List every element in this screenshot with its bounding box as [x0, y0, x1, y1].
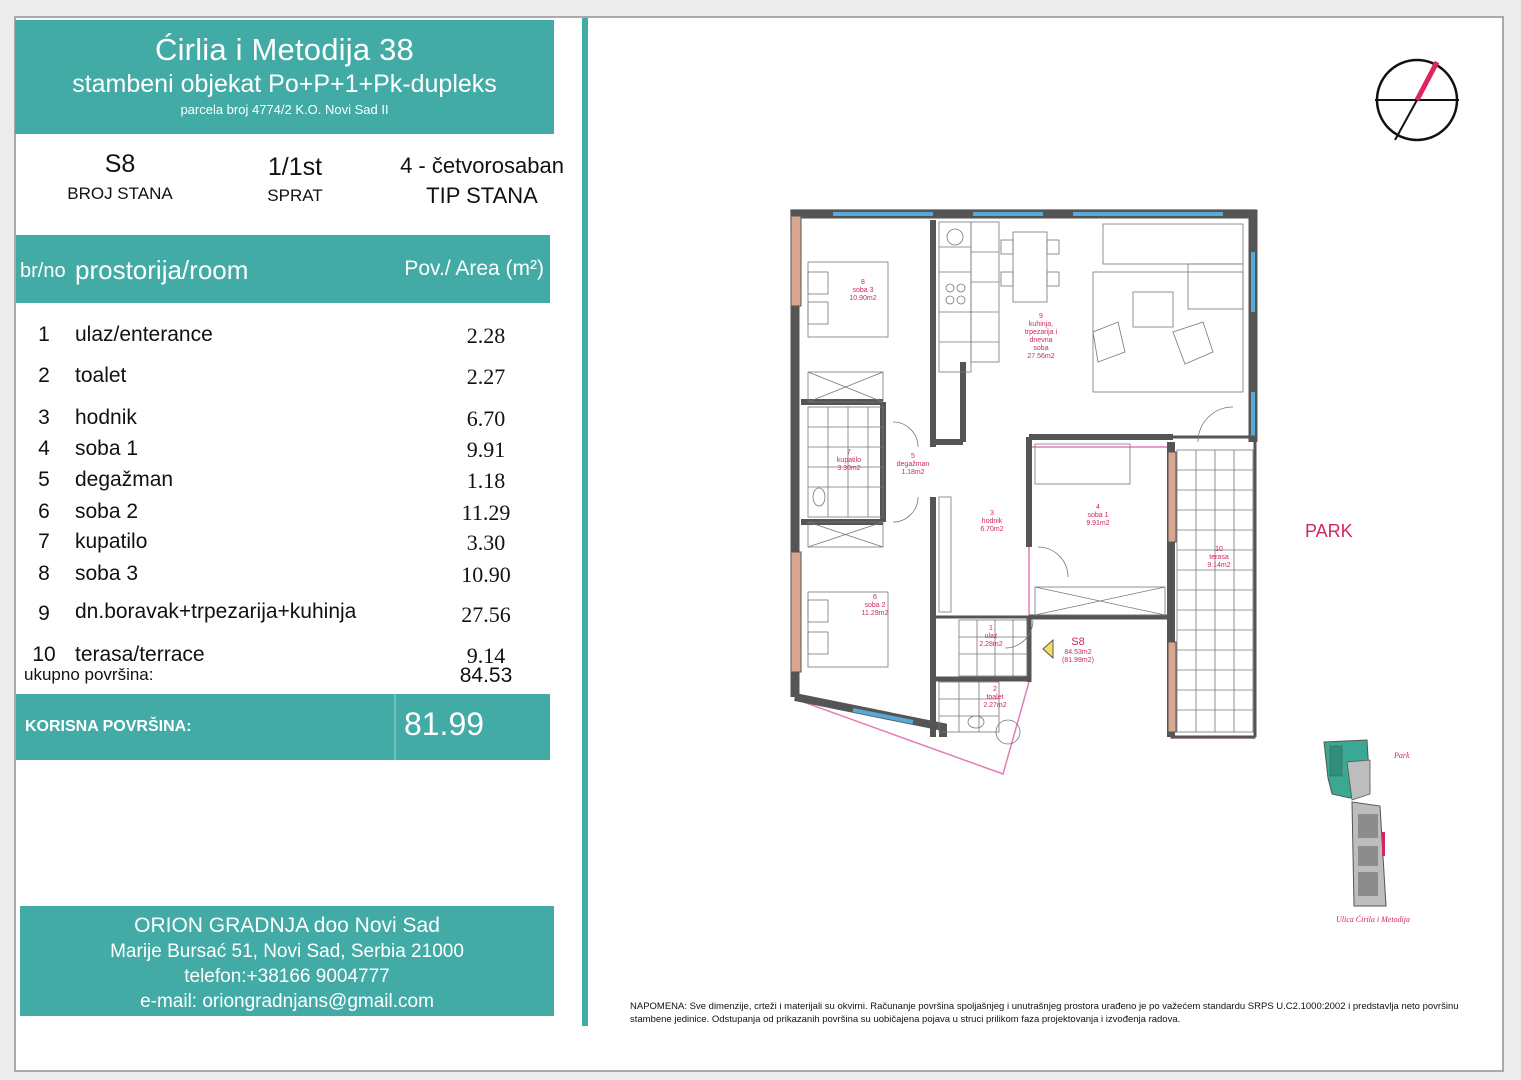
- room-label-9: 9 kuhinja, trpezarija i dnevna soba 27.56m2: [1024, 313, 1058, 360]
- room-label-8: 8 soba 3 10.90m2: [849, 279, 877, 302]
- parcel-info: parcela broj 4774/2 K.O. Novi Sad II: [180, 102, 389, 117]
- row-number: 6: [38, 500, 50, 523]
- room-label-6: 6 soba 2 11.29m2: [861, 594, 889, 617]
- usable-area-box: [16, 694, 550, 760]
- room-label-4: 4 soba 1 9.91m2: [1086, 504, 1110, 527]
- site-park-label: Park: [1394, 751, 1410, 760]
- site-map: [1302, 722, 1432, 932]
- room-label-5: 5 degažman 1.18m2: [896, 453, 930, 476]
- unit-type-label: TIP STANA: [426, 183, 538, 208]
- row-area: 3.30: [466, 530, 506, 555]
- row-number: 7: [38, 530, 50, 553]
- floor-info: [215, 153, 375, 206]
- park-label: PARK: [1305, 521, 1353, 541]
- row-area: 6.70: [466, 406, 506, 431]
- unit-type-value: 4 - četvorosaban: [400, 153, 564, 178]
- unit-info-row: [15, 134, 564, 234]
- row-area: 1.18: [466, 468, 506, 493]
- row-area: 9.14: [466, 643, 506, 668]
- usable-area-label: KORISNA POVRŠINA:: [25, 718, 192, 735]
- floor-value: 1/1st: [267, 153, 323, 181]
- row-number: 2: [38, 364, 50, 387]
- site-street-label: Ulica Ćirila i Metodija: [1336, 915, 1410, 924]
- room-label-7: 7 kupatilo 3.30m2: [836, 449, 862, 472]
- row-room-name: soba 2: [75, 500, 139, 523]
- table-row: [16, 562, 550, 592]
- row-room-name: soba 3: [75, 562, 139, 585]
- row-number: 3: [38, 406, 50, 429]
- company-phone: telefon:+38166 9004777: [184, 966, 390, 987]
- company-address: Marije Bursać 51, Novi Sad, Serbia 21000: [110, 941, 464, 962]
- table-row: [16, 500, 550, 530]
- col-area-header: Pov./ Area (m²): [404, 257, 544, 280]
- total-area-label: ukupno površina:: [24, 665, 154, 684]
- title-box: [15, 20, 554, 134]
- unit-label-s8: S8 84.53m2 (81.99m2): [1062, 636, 1094, 664]
- usable-area-value: 81.99: [403, 706, 485, 742]
- row-number: 8: [38, 562, 50, 585]
- table-row: [16, 437, 550, 467]
- table-row: [16, 602, 550, 632]
- row-area: 11.29: [461, 500, 511, 525]
- vertical-divider: [582, 18, 588, 1026]
- row-number: 9: [38, 602, 50, 625]
- row-room-name: soba 1: [75, 437, 139, 460]
- row-number: 4: [38, 437, 50, 460]
- room-label-3: 3 hodnik 6.70m2: [980, 510, 1004, 533]
- unit-number-label: BROJ STANA: [67, 184, 173, 203]
- row-room-name: hodnik: [75, 406, 137, 429]
- disclaimer-note: NAPOMENA: Sve dimenzije, crteži i materijali su okvirni. Računanje površina spoljašnjeg i unutrašnjeg prostora urađeno je po važećem standardu SRPS U.C2.1000:2002 i predstavlja neto površinu stambene jedinice. Odstupanja od prikazanih površina su uobičajena pojava u struci prilikom faza projektovanja i izvođenja radova.: [630, 1001, 1459, 1025]
- room-label-10: 10 terasa 9.14m2: [1207, 546, 1231, 569]
- row-number: 1: [38, 323, 50, 346]
- total-area-value: 84.53: [459, 664, 513, 687]
- row-room-name: dn.boravak+trpezarija+kuhinja: [75, 600, 357, 623]
- table-row: [16, 323, 550, 353]
- table-row: [16, 468, 550, 498]
- row-number: 5: [38, 468, 50, 491]
- company-name: ORION GRADNJA doo Novi Sad: [134, 914, 440, 937]
- row-number: 10: [32, 643, 56, 666]
- row-area: 9.91: [466, 437, 506, 462]
- row-room-name: terasa/terrace: [75, 643, 205, 666]
- row-area: 2.27: [466, 364, 506, 389]
- building-subtitle: stambeni objekat Po+P+1+Pk-dupleks: [72, 70, 497, 98]
- company-email: e-mail: oriongradnjans@gmail.com: [140, 991, 434, 1012]
- unit-type: [387, 153, 577, 209]
- company-box: [20, 906, 554, 1016]
- row-area: 2.28: [466, 323, 506, 348]
- compass-icon: [1357, 45, 1477, 155]
- table-row: [16, 530, 550, 560]
- row-room-name: degažman: [75, 468, 174, 491]
- row-area: 10.90: [461, 562, 511, 587]
- table-row: [16, 364, 550, 394]
- unit-number: [35, 150, 205, 204]
- floor-plan: [773, 192, 1273, 777]
- table-row: [16, 406, 550, 436]
- row-room-name: ulaz/enterance: [75, 323, 213, 346]
- col-number-header: br/no: [20, 260, 66, 282]
- row-room-name: toalet: [75, 364, 127, 387]
- row-area: 27.56: [461, 602, 511, 627]
- room-label-1: 1 ulaz 2.28m2: [979, 625, 1003, 648]
- room-label-2: 2 toalet 2.27m2: [983, 686, 1007, 709]
- building-title: Ćirlia i Metodija 38: [155, 32, 414, 67]
- floor-label: SPRAT: [267, 186, 323, 205]
- unit-number-value: S8: [104, 150, 136, 178]
- room-table-header: [16, 235, 550, 303]
- row-room-name: kupatilo: [75, 530, 148, 553]
- col-room-header: prostorija/room: [75, 255, 249, 285]
